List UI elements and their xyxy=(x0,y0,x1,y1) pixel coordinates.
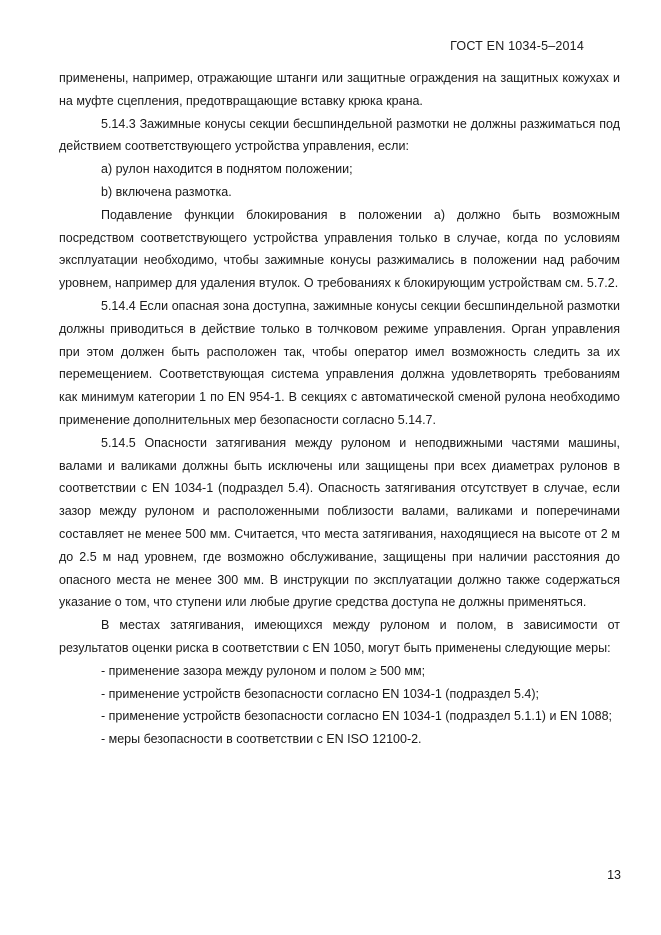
document-body xyxy=(59,67,620,751)
measure-item-5-4: - применение устройств безопасности согласно EN 1034-1 (подраздел 5.4); xyxy=(101,686,540,701)
clause-5-14-4: 5.14.4 Если опасная зона доступна, зажимные конусы секции бесшпиндельной размотки должны приводиться в действие только в толчковом режиме управления. Орган управления при этом должен быть расположен так, чтобы оператор имел возможность следить за их перемещением. Соответствующая система управления должна удовлетворять требованиям как минимум категории 1 по EN 954-1. В секциях с автоматической сменой рулона необходимо применение дополнительных мер безопасности согласно 5.14.7. xyxy=(59,298,620,427)
list-item-b: b) включена размотка. xyxy=(101,184,232,199)
measure-item-gap: - применение зазора между рулоном и полом ≥ 500 мм; xyxy=(101,663,426,678)
clause-5-14-5: 5.14.5 Опасности затягивания между рулоном и неподвижными частями машины, валами и валиками должны быть исключены или защищены при всех диаметрах рулонов в соответствии с EN 1034-1 (подраздел 5.4). Опасность затягивания отсутствует в случае, если зазор между рулоном и расположенными поблизости валами, валиками и поперечинами составляет не менее 500 мм. Считается, что места затягивания, находящиеся на высоте от 2 м до 2.5 м над уровнем, где возможно обслуживание, защищены при наличии расстояния до опасного места не менее 300 мм. В инструкции по эксплуатации должно также содержаться указание о том, что ступени или любые другие средства доступа не должны применяться. xyxy=(59,435,620,610)
paragraph-continuation: применены, например, отражающие штанги или защитные ограждения на защитных кожухах и на муфте сцепления, предотвращающие вставку крюка крана. xyxy=(59,71,620,108)
paragraph-blocking-suppression: Подавление функции блокирования в положении а) должно быть возможным посредством соответствующего устройства управления только в случае, когда по условиям эксплуатации необходимо, чтобы зажимные конусы разжимались в положении над рабочим уровнем, например для удаления втулок. О требованиях к блокирующим устройствам см. 5.7.2. xyxy=(59,207,620,291)
list-item-a: а) рулон находится в поднятом положении; xyxy=(101,162,353,177)
measure-item-iso: - меры безопасности в соответствии с EN ISO 12100-2. xyxy=(101,732,422,747)
measure-item-5-1-1: - применение устройств безопасности согласно EN 1034-1 (подраздел 5.1.1) и EN 1088; xyxy=(101,709,613,724)
clause-5-14-3: 5.14.3 Зажимные конусы секции бесшпиндельной размотки не должны разжиматься под действием соответствующего устройства управления, если: xyxy=(59,116,620,154)
page-number: 13 xyxy=(607,868,621,882)
paragraph-floor-measures: В местах затягивания, имеющихся между рулоном и полом, в зависимости от результатов оценки риска в соответствии с EN 1050, могут быть применены следующие меры: xyxy=(59,618,620,655)
document-code-header: ГОСТ EN 1034-5–2014 xyxy=(450,39,584,53)
